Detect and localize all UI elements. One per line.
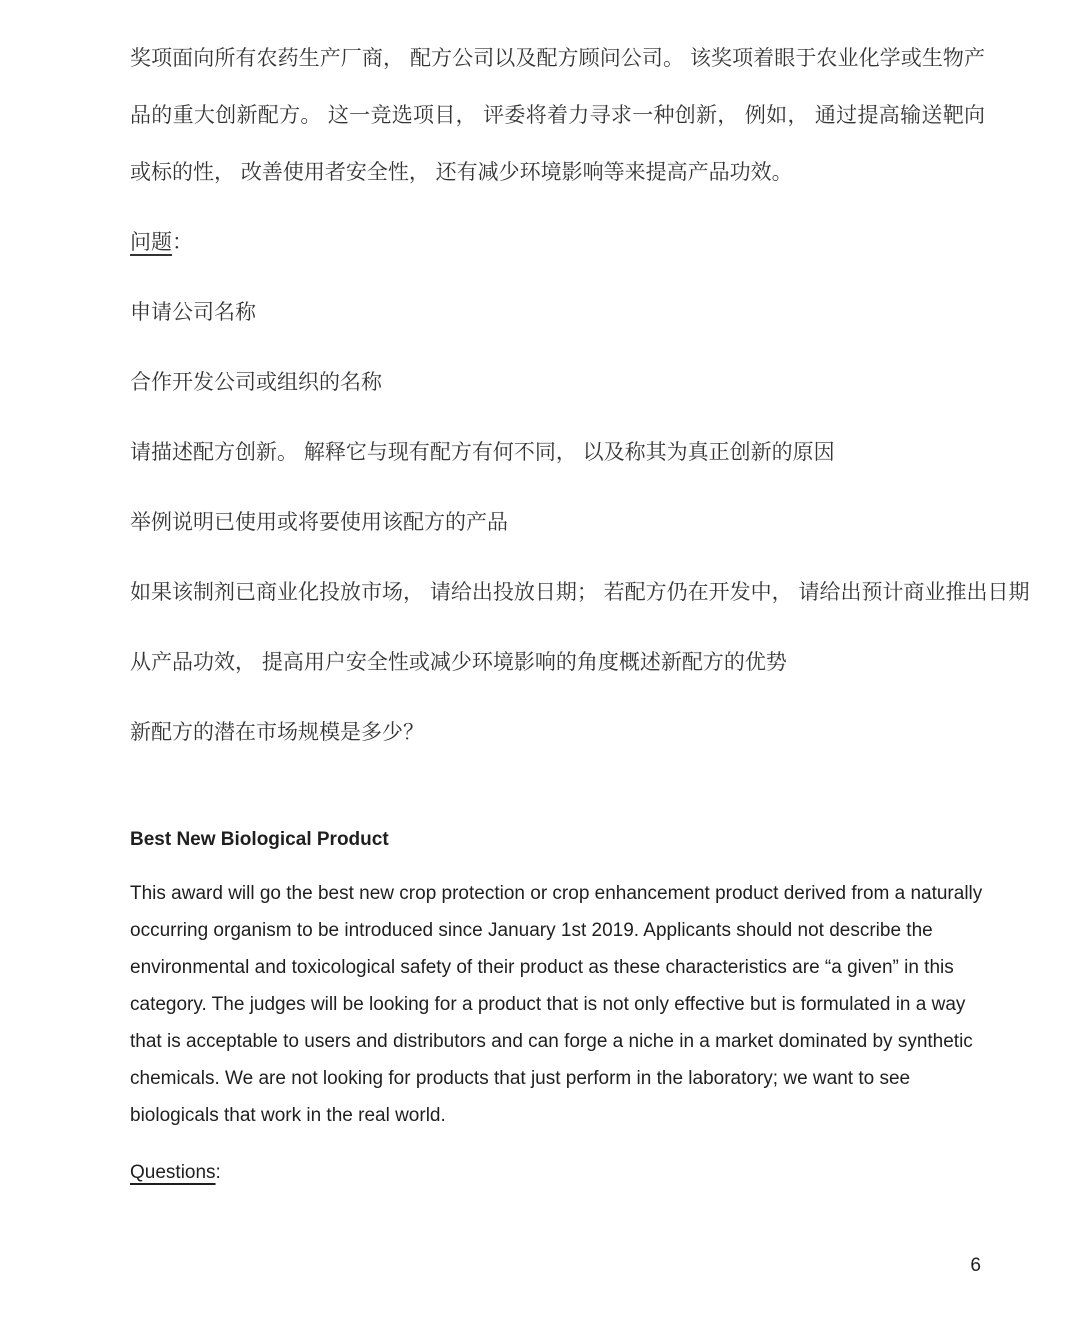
zh-intro-paragraph: 奖项面向所有农药生产厂商， 配方公司以及配方顾问公司。 该奖项着眼于农业化学或生物产品的重大创新配方。 这一竞选项目， 评委将着力寻求一种创新， 例如， 通过提高输送靶向或标的性， 改善使用者安全性， 还有减少环境影响等来提高产品功效。 bbox=[130, 47, 985, 184]
zh-question-item-5: 如果该制剂已商业化投放市场， 请给出投放日期； 若配方仍在开发中， 请给出预计商业推出日期 bbox=[130, 581, 1030, 604]
zh-questions-label-text: 问题 bbox=[130, 231, 172, 254]
zh-questions-label-colon: ： bbox=[172, 231, 193, 254]
zh-question-item-3: 请描述配方创新。 解释它与现有配方有何不同， 以及称其为真正创新的原因 bbox=[130, 441, 835, 464]
zh-questions-label bbox=[130, 214, 985, 271]
zh-question-item-1: 申请公司名称 bbox=[130, 301, 256, 324]
zh-question-item-7: 新配方的潜在市场规模是多少？ bbox=[130, 721, 424, 744]
page-number: 6 bbox=[970, 1255, 981, 1276]
zh-question-item-4: 举例说明已使用或将要使用该配方的产品 bbox=[130, 511, 508, 534]
zh-question-item-2: 合作开发公司或组织的名称 bbox=[130, 371, 382, 394]
en-section-heading: Best New Biological Product bbox=[130, 829, 389, 850]
en-intro-paragraph: This award will go the best new crop protection or crop enhancement product derived from a naturally occurring organism to be introduced since January 1st 2019. Applicants should not describe the environmental and toxicological safety of their product as these characteristics are “a given” in this category. The judges will be looking for a product that is not only effective but is formulated in a way that is acceptable to users and distributors and can forge a niche in a market dominated by synthetic chemicals. We are not looking for products that just perform in the laboratory; we want to see biologicals that work in the real world. bbox=[130, 883, 983, 1126]
en-questions-label bbox=[130, 1154, 985, 1191]
en-questions-label-text: Questions bbox=[130, 1162, 216, 1183]
en-questions-label-colon: : bbox=[215, 1162, 221, 1183]
zh-question-item-6: 从产品功效， 提高用户安全性或减少环境影响的角度概述新配方的优势 bbox=[130, 651, 787, 674]
